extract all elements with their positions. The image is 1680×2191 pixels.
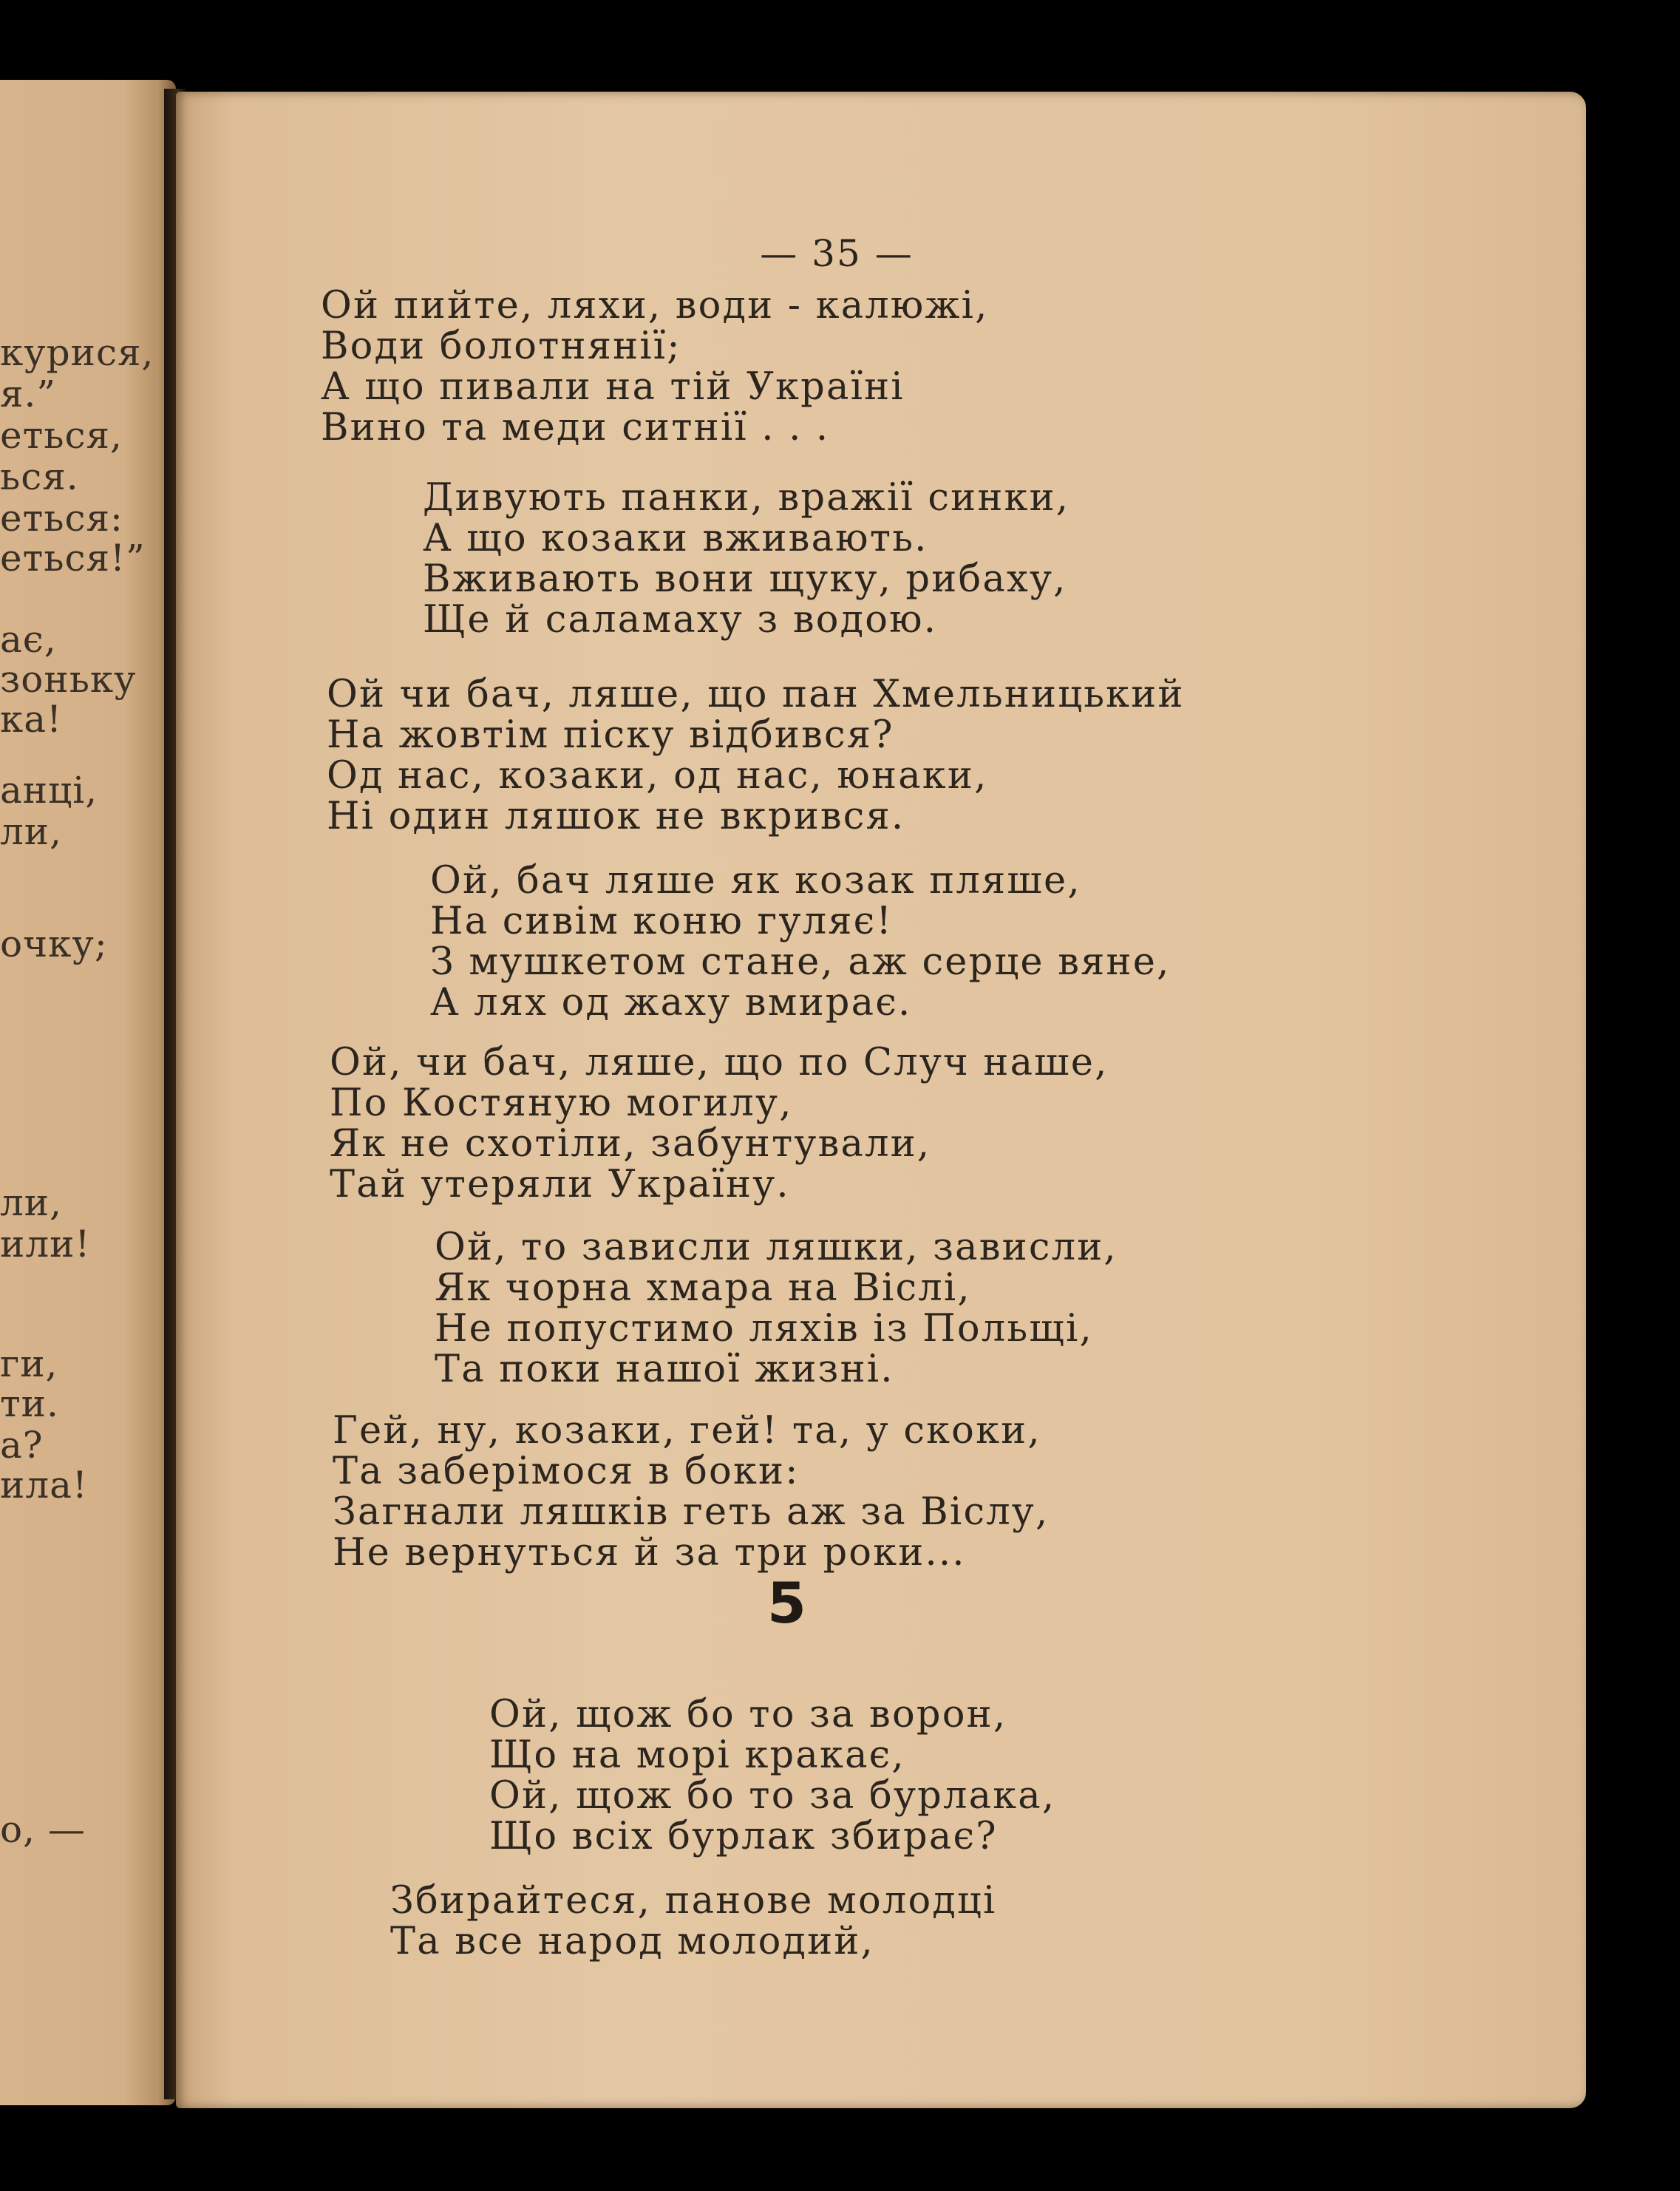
verse-line: Ой пийте, ляхи, води - калюжі,	[321, 284, 989, 327]
left-page-fragment: очку;	[0, 923, 108, 965]
left-page-fragment: ти.	[0, 1382, 59, 1425]
verse-line: На жовтім піску відбився?	[327, 713, 894, 757]
verse-line: Загнали ляшків геть аж за Віслу,	[333, 1490, 1050, 1534]
left-page-fragment: ги,	[0, 1342, 58, 1385]
verse-line: Ні один ляшок не вкрився.	[327, 795, 905, 838]
verse-line: А що козаки вживають.	[423, 517, 928, 560]
stanza	[435, 1227, 1118, 1390]
verse-line: Що всіх бурлак збирає?	[489, 1815, 998, 1858]
verse-line: Як не схотіли, забунтували,	[330, 1122, 931, 1166]
verse-line: Ой, щож бо то за ворон,	[489, 1693, 1007, 1736]
verse-line: Ой, то зависли ляшки, зависли,	[435, 1226, 1118, 1269]
left-page-fragment: ли,	[0, 810, 62, 853]
left-page-fragment: о, —	[0, 1808, 86, 1851]
book-page	[176, 92, 1586, 2108]
verse-line: Од нас, козаки, од нас, юнаки,	[327, 754, 988, 798]
verse-line: Вино та меди ситнії . . .	[321, 406, 830, 449]
verse-line: А що пивали на тій Україні	[321, 365, 905, 409]
verse-line: Не вернуться й за три роки...	[333, 1531, 966, 1575]
verse-line: Що на морі кракає,	[489, 1733, 905, 1777]
section-number: 5	[767, 1570, 806, 1636]
verse-line: Гей, ну, козаки, гей! та, у скоки,	[333, 1409, 1041, 1453]
verse-line: Та поки нашої жизні.	[435, 1348, 894, 1391]
stanza	[333, 1410, 1049, 1573]
left-page-fragment: еться!”	[0, 537, 146, 580]
stanza	[321, 285, 989, 448]
page-number: — 35 —	[760, 232, 914, 275]
verse-line: Дивують панки, вражії синки,	[423, 476, 1070, 520]
verse-line: Не попустимо ляхів із Польщі,	[435, 1307, 1093, 1351]
verse-line: Води болотнянії;	[321, 325, 681, 368]
left-page-fragment: или!	[0, 1223, 91, 1266]
left-page-fragment: еться,	[0, 414, 123, 457]
verse-line: Ой, щож бо то за бурлака,	[489, 1774, 1056, 1818]
left-page-fragment: ила!	[0, 1464, 88, 1506]
verse-line: Тай утеряли Україну.	[330, 1163, 790, 1206]
verse-line: А лях од жаху вмирає.	[430, 981, 912, 1025]
verse-line: З мушкетом стане, аж серце вяне,	[430, 940, 1171, 984]
verse-line: На сивім коню гуляє!	[430, 900, 894, 943]
verse-line: По Костяную могилу,	[330, 1081, 793, 1125]
left-page-fragment: ься.	[0, 455, 79, 498]
stanza	[330, 1042, 1109, 1205]
verse-line: Збирайтеся, панове молодці	[390, 1879, 997, 1923]
verse-line: Як чорна хмара на Віслі,	[435, 1266, 971, 1310]
verse-line: Ой, бач ляше як козак пляше,	[430, 859, 1081, 903]
stanza	[489, 1694, 1055, 1857]
left-page-fragment: ає,	[0, 618, 57, 661]
left-page-fragment: курися,	[0, 331, 154, 374]
left-page-fragment: я.”	[0, 373, 56, 415]
stanza	[390, 1881, 996, 1962]
left-page-fragment: а?	[0, 1424, 44, 1467]
verse-line: Ой, чи бач, ляше, що по Случ наше,	[330, 1041, 1109, 1084]
left-page-fragment: еться:	[0, 497, 123, 540]
stanza	[423, 478, 1069, 640]
stanza	[327, 674, 1185, 837]
left-facing-page	[0, 80, 176, 2105]
stanza	[430, 860, 1171, 1023]
verse-line: Ще й саламаху з водою.	[423, 598, 938, 642]
left-page-fragment: зоньку	[0, 658, 137, 701]
left-page-fragment: анці,	[0, 769, 98, 812]
verse-line: Вживають вони щуку, рибаху,	[423, 557, 1067, 601]
left-page-fragment: ка!	[0, 698, 63, 741]
verse-line: Ой чи бач, ляше, що пан Хмельницький	[327, 673, 1185, 716]
verse-line: Та заберімося в боки:	[333, 1450, 800, 1493]
left-page-fragment: ли,	[0, 1181, 62, 1224]
verse-line: Та все народ молодий,	[390, 1920, 874, 1963]
